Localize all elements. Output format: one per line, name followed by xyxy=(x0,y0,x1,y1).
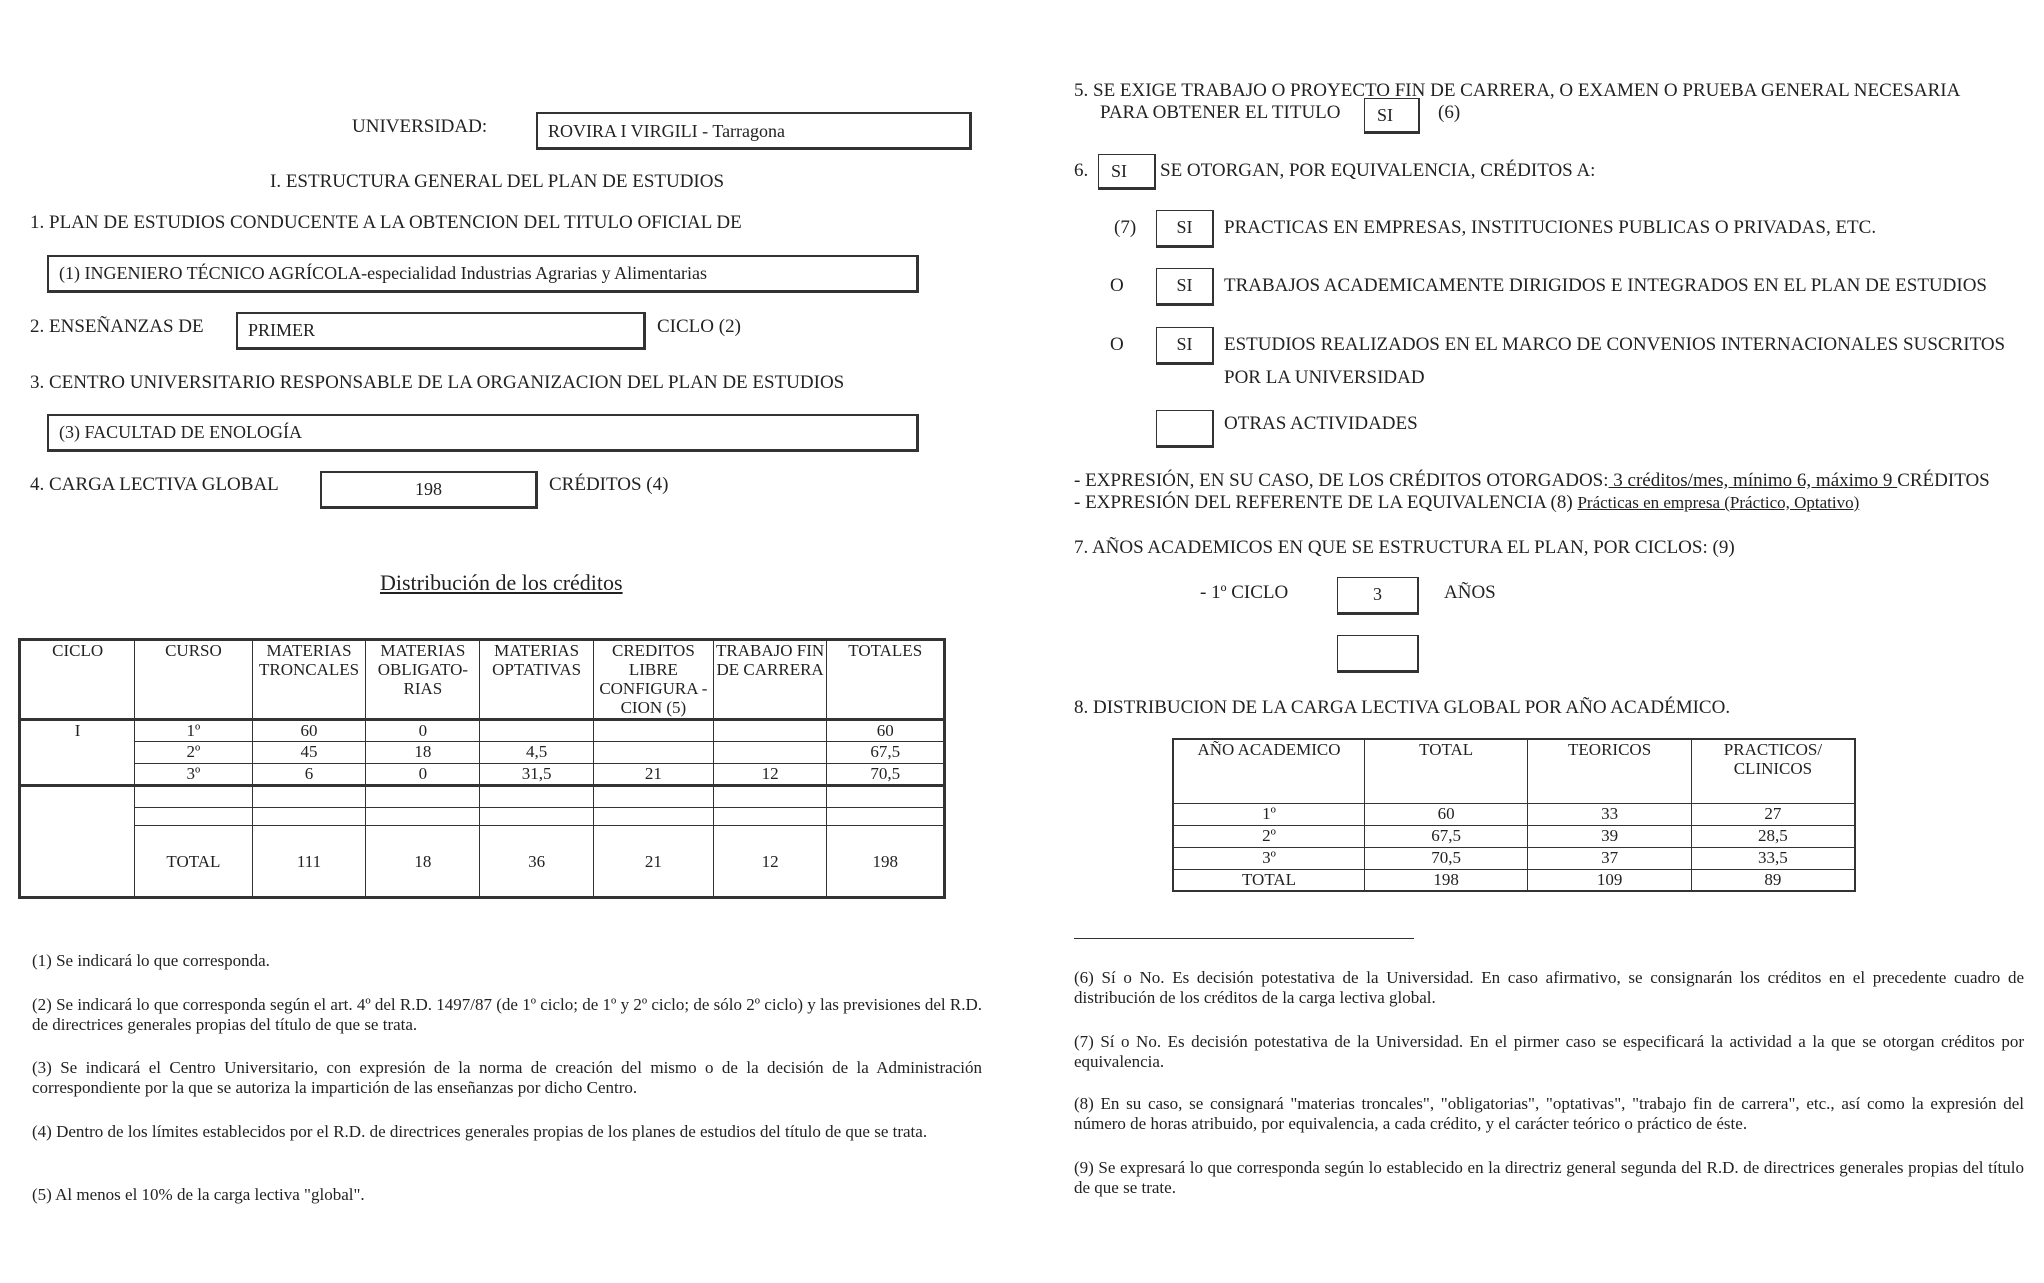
item2-label: 2. ENSEÑANZAS DE xyxy=(30,316,204,337)
cell xyxy=(480,808,594,826)
cell: 12 xyxy=(713,826,827,898)
cell: 0 xyxy=(366,764,480,786)
item5-line1: 5. SE EXIGE TRABAJO O PROYECTO FIN DE CARRERA, O EXAMEN O PRUEBA GENERAL NECESARIA xyxy=(1074,80,1961,101)
cell: 67,5 xyxy=(827,742,945,764)
table-row xyxy=(20,764,945,786)
footnote-3: (3) Se indicará el Centro Universitario, con expresión de la norma de creación del mismo o de la decisión de la Administración correspondiente por la que se autoriza la impartición de las enseñanzas por dicho Centro. xyxy=(32,1058,982,1097)
equiv-text: OTRAS ACTIVIDADES xyxy=(1224,413,1418,434)
table-row xyxy=(20,808,945,826)
cell: 28,5 xyxy=(1691,825,1855,847)
footnote-9: (9) Se expresará lo que corresponda según lo establecido en la directriz general segunda del R.D. de directrices generales propias del título de que se trate. xyxy=(1074,1158,2024,1197)
cell: 21 xyxy=(594,764,714,786)
item7-cycle-suffix: AÑOS xyxy=(1444,582,1496,603)
cell xyxy=(135,786,252,808)
table-row xyxy=(20,742,945,764)
expr2-value: Prácticas en empresa (Práctico, Optativo) xyxy=(1577,493,1860,512)
item4-suffix: CRÉDITOS (4) xyxy=(549,474,669,495)
footnote-7: (7) Sí o No. Es decisión potestativa de la Universidad. En el pirmer caso se especificará la actividad a la que se otorgan créditos por equivalencia. xyxy=(1074,1032,2024,1071)
cell: 2º xyxy=(135,742,252,764)
cell xyxy=(135,808,252,826)
cell: 27 xyxy=(1691,803,1855,825)
item1-value: INGENIERO TÉCNICO AGRÍCOLA-especialidad Industrias Agrarias y Alimentarias xyxy=(84,263,708,283)
item6-number: 6. xyxy=(1074,160,1089,181)
cell-ciclo: I xyxy=(20,720,135,786)
footnote-6: (6) Sí o No. Es decisión potestativa de la Universidad. En caso afirmativo, se consignarán los créditos en el precedente cuadro de distribución de los créditos de la carga lectiva global. xyxy=(1074,968,2024,1007)
header-totales: TOTALES xyxy=(827,640,945,720)
footnote-separator xyxy=(1074,938,1414,939)
cell: 1º xyxy=(135,720,252,742)
equiv-prefix: O xyxy=(1110,334,1124,355)
item1-field xyxy=(47,255,919,293)
cell xyxy=(366,808,480,826)
footnote-8: (8) En su caso, se consignará "materias troncales", "obligatorias", "optativas", "trabajo fin de carrera", etc., así como la expresión del número de horas atribuido, por equivalencia, a cada crédito, y el carácter teórico o práctico de éste. xyxy=(1074,1094,2024,1133)
cell: 198 xyxy=(1364,869,1527,891)
item2-field xyxy=(236,312,646,350)
item2-value: PRIMER xyxy=(248,320,316,340)
table-row-total xyxy=(20,826,945,898)
item4-field xyxy=(320,471,538,509)
credits-table-header xyxy=(20,640,945,720)
section-title: I. ESTRUCTURA GENERAL DEL PLAN DE ESTUDIOS xyxy=(270,171,725,192)
table-row-total xyxy=(1173,869,1855,891)
item7-cycle-box xyxy=(1337,577,1419,615)
expr1-value: 3 créditos/mes, mínimo 6, máximo 9 xyxy=(1608,470,1898,491)
cell: 67,5 xyxy=(1364,825,1527,847)
universidad-label: UNIVERSIDAD: xyxy=(352,116,488,137)
cell xyxy=(480,720,594,742)
item2-suffix: CICLO (2) xyxy=(657,316,741,337)
cell: 70,5 xyxy=(827,764,945,786)
expr1-label: - EXPRESIÓN, EN SU CASO, DE LOS CRÉDITOS OTORGADOS: xyxy=(1074,470,1609,491)
table-row xyxy=(1173,803,1855,825)
item4-label: 4. CARGA LECTIVA GLOBAL xyxy=(30,474,279,495)
item1-marker: (1) xyxy=(59,263,80,283)
year-table xyxy=(1172,738,1856,892)
equiv-value: SI xyxy=(1176,217,1193,237)
equiv-text: ESTUDIOS REALIZADOS EN EL MARCO DE CONVENIOS INTERNACIONALES SUSCRITOS xyxy=(1224,334,2006,355)
header-ciclo: CICLO xyxy=(20,640,135,720)
cell xyxy=(594,720,714,742)
equiv-text: PRACTICAS EN EMPRESAS, INSTITUCIONES PUBLICAS O PRIVADAS, ETC. xyxy=(1224,217,1877,238)
cell: 36 xyxy=(480,826,594,898)
footnote-5: (5) Al menos el 10% de la carga lectiva "global". xyxy=(32,1185,365,1204)
equiv-prefix: (7) xyxy=(1114,217,1137,238)
cell xyxy=(713,786,827,808)
cell xyxy=(713,742,827,764)
item5-value: SI xyxy=(1377,105,1394,125)
cell: 60 xyxy=(252,720,366,742)
cell xyxy=(713,808,827,826)
universidad-value: ROVIRA I VIRGILI - Tarragona xyxy=(548,121,786,141)
table-row xyxy=(20,720,945,742)
cell: 60 xyxy=(1364,803,1527,825)
expr1-line xyxy=(1074,470,1990,492)
header-optativas: MATERIAS OPTATIVAS xyxy=(480,640,594,720)
cell: 33 xyxy=(1528,803,1692,825)
cell: 111 xyxy=(252,826,366,898)
cell: 109 xyxy=(1528,869,1692,891)
cell: 60 xyxy=(827,720,945,742)
cell: 198 xyxy=(827,826,945,898)
item7-cycle-label: - 1º CICLO xyxy=(1200,582,1289,603)
item5-line2: PARA OBTENER EL TITULO xyxy=(1100,102,1341,123)
item3-field xyxy=(47,414,919,452)
equiv-value: SI xyxy=(1176,334,1193,354)
item5-note: (6) xyxy=(1438,102,1461,123)
item5-box xyxy=(1364,98,1420,134)
item6-value: SI xyxy=(1111,161,1128,181)
cell xyxy=(827,786,945,808)
cell xyxy=(252,808,366,826)
cell xyxy=(252,786,366,808)
cell: 2º xyxy=(1173,825,1364,847)
distribution-title: Distribución de los créditos xyxy=(380,570,623,595)
cell xyxy=(480,786,594,808)
cell: 21 xyxy=(594,826,714,898)
equiv-box-empty xyxy=(1156,410,1214,448)
header-total: TOTAL xyxy=(1364,739,1527,803)
equiv-text: TRABAJOS ACADEMICAMENTE DIRIGIDOS E INTEGRADOS EN EL PLAN DE ESTUDIOS xyxy=(1224,275,1987,296)
item7-cycle-value: 3 xyxy=(1373,584,1382,604)
footnote-4: (4) Dentro de los límites establecidos por el R.D. de directrices generales propias de los planes de estudios del título de que se trata. xyxy=(32,1122,928,1141)
header-troncales: MATERIAS TRONCALES xyxy=(252,640,366,720)
cell-ciclo xyxy=(20,786,135,898)
item4-value: 198 xyxy=(415,479,442,499)
cell: 18 xyxy=(366,826,480,898)
equiv-value: SI xyxy=(1176,275,1193,295)
equiv-box xyxy=(1156,327,1214,365)
cell: 39 xyxy=(1528,825,1692,847)
table-row xyxy=(1173,847,1855,869)
header-curso: CURSO xyxy=(135,640,252,720)
expr2-line xyxy=(1074,492,1859,514)
footnote-1: (1) Se indicará lo que corresponda. xyxy=(32,951,270,970)
equiv-box xyxy=(1156,210,1214,248)
item1-label: 1. PLAN DE ESTUDIOS CONDUCENTE A LA OBTENCION DEL TITULO OFICIAL DE xyxy=(30,212,742,233)
cell: 70,5 xyxy=(1364,847,1527,869)
credits-table xyxy=(18,638,946,899)
table-row xyxy=(1173,825,1855,847)
equiv-box xyxy=(1156,268,1214,306)
expr1-suffix: CRÉDITOS xyxy=(1897,470,1990,491)
header-trabajo-fin: TRABAJO FIN DE CARRERA xyxy=(713,640,827,720)
cell: 0 xyxy=(366,720,480,742)
cell: 37 xyxy=(1528,847,1692,869)
header-obligatorias: MATERIAS OBLIGATO- RIAS xyxy=(366,640,480,720)
expr2-label: - EXPRESIÓN DEL REFERENTE DE LA EQUIVALENCIA (8) xyxy=(1074,492,1573,513)
item7-empty-box xyxy=(1337,635,1419,673)
item3-marker: (3) xyxy=(59,422,80,442)
item3-label: 3. CENTRO UNIVERSITARIO RESPONSABLE DE LA ORGANIZACION DEL PLAN DE ESTUDIOS xyxy=(30,372,845,393)
header-ano-academico: AÑO ACADEMICO xyxy=(1173,739,1364,803)
header-libre-configuracion: CREDITOS LIBRE CONFIGURA -CION (5) xyxy=(594,640,714,720)
cell xyxy=(713,720,827,742)
cell: 45 xyxy=(252,742,366,764)
item7-label: 7. AÑOS ACADEMICOS EN QUE SE ESTRUCTURA EL PLAN, POR CICLOS: (9) xyxy=(1074,537,1735,558)
cell: 18 xyxy=(366,742,480,764)
item8-label: 8. DISTRIBUCION DE LA CARGA LECTIVA GLOBAL POR AÑO ACADÉMICO. xyxy=(1074,697,1731,718)
year-table-header xyxy=(1173,739,1855,803)
cell xyxy=(827,808,945,826)
equiv-prefix: O xyxy=(1110,275,1124,296)
cell: 1º xyxy=(1173,803,1364,825)
cell: 31,5 xyxy=(480,764,594,786)
cell: 6 xyxy=(252,764,366,786)
cell: 3º xyxy=(135,764,252,786)
header-practicos: PRACTICOS/ CLINICOS xyxy=(1691,739,1855,803)
cell: 89 xyxy=(1691,869,1855,891)
cell: TOTAL xyxy=(135,826,252,898)
item6-box xyxy=(1098,154,1156,190)
cell: 12 xyxy=(713,764,827,786)
cell: 4,5 xyxy=(480,742,594,764)
header-teoricos: TEORICOS xyxy=(1528,739,1692,803)
cell: TOTAL xyxy=(1173,869,1364,891)
cell xyxy=(366,786,480,808)
item3-value: FACULTAD DE ENOLOGÍA xyxy=(84,422,303,442)
cell xyxy=(594,786,714,808)
cell xyxy=(594,808,714,826)
cell: 33,5 xyxy=(1691,847,1855,869)
item6-text: SE OTORGAN, POR EQUIVALENCIA, CRÉDITOS A: xyxy=(1160,160,1596,181)
universidad-field xyxy=(536,112,972,150)
table-row xyxy=(20,786,945,808)
cell: 3º xyxy=(1173,847,1364,869)
cell xyxy=(594,742,714,764)
equiv-text-continued: POR LA UNIVERSIDAD xyxy=(1224,367,1425,388)
footnote-2: (2) Se indicará lo que corresponda según el art. 4º del R.D. 1497/87 (de 1º ciclo; de 1º y 2º ciclo; de sólo 2º ciclo) y las previsiones del R.D. de directrices generales propias del título de que se trata. xyxy=(32,995,982,1034)
